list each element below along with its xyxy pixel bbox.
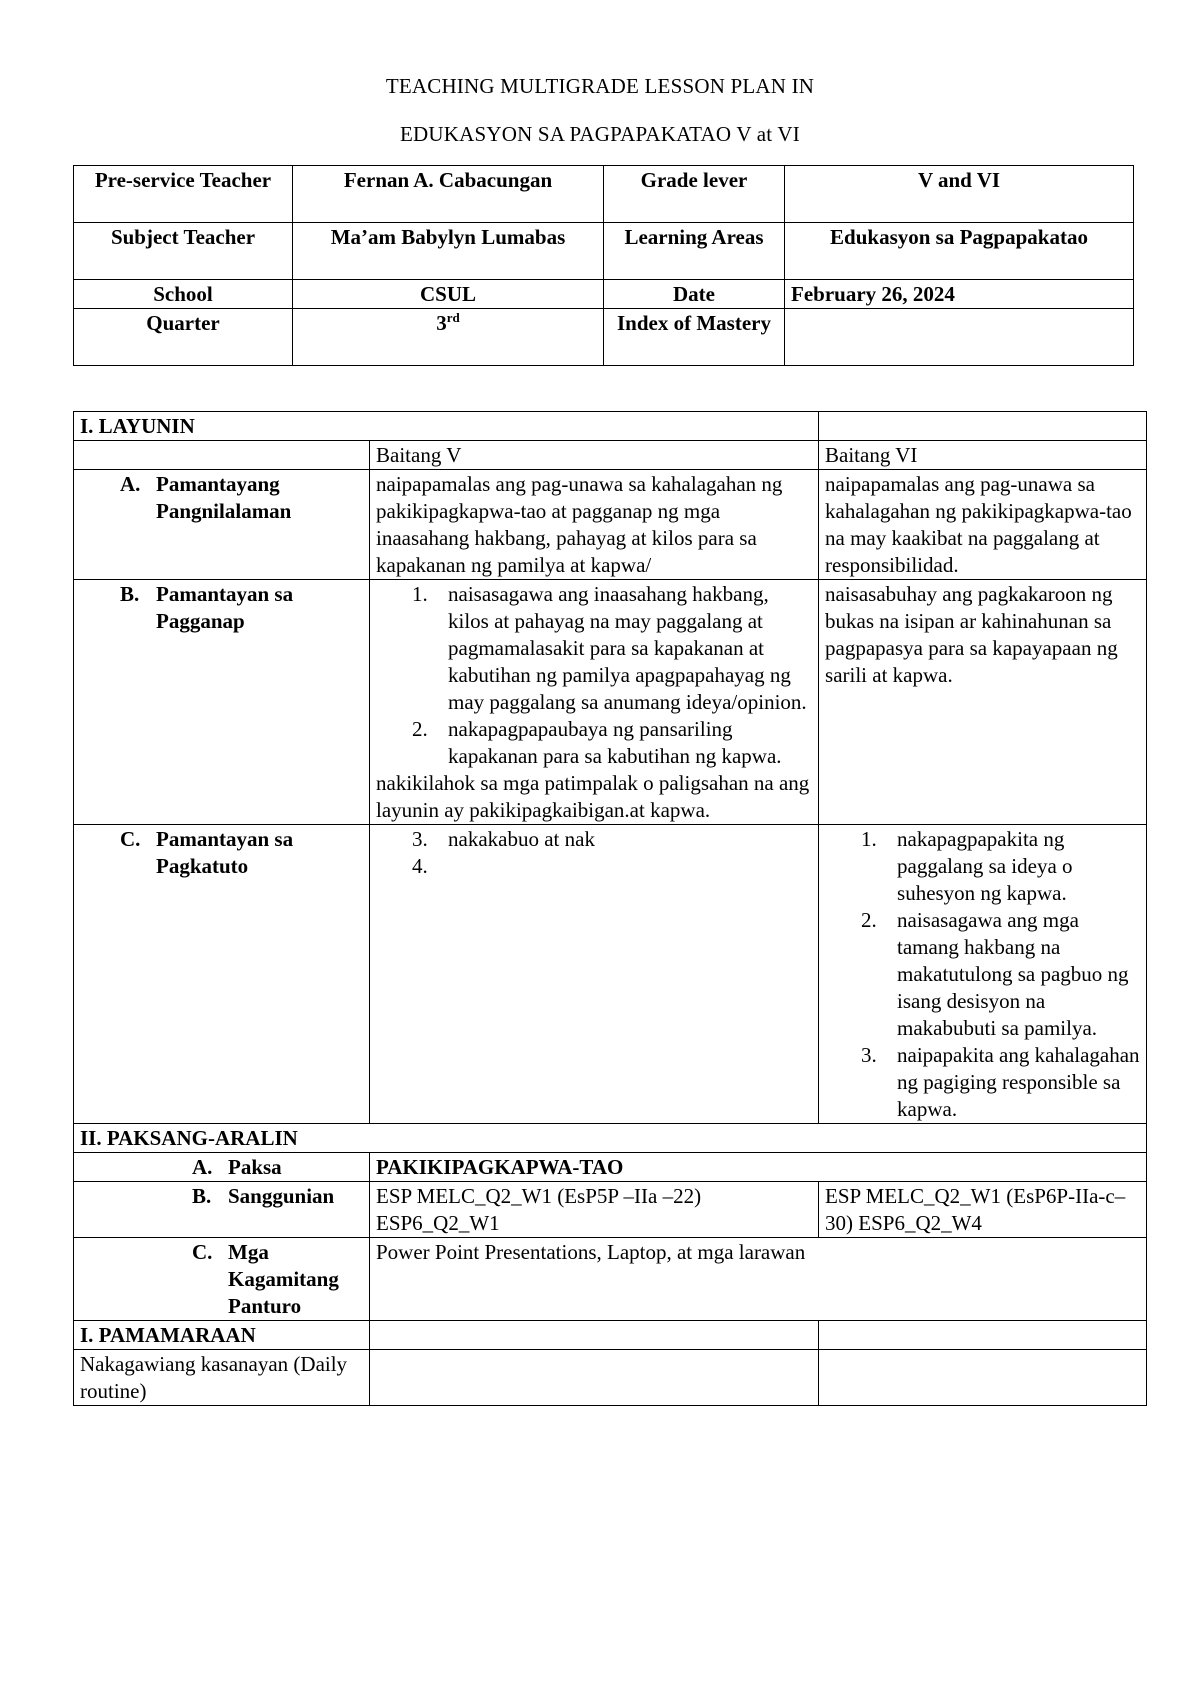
date-label: Date	[604, 280, 785, 309]
pagganap-v	[370, 580, 819, 825]
daily-routine-vi	[819, 1350, 1147, 1406]
list-text	[448, 853, 812, 880]
layunin-title: I. LAYUNIN	[74, 412, 819, 441]
list-text: nakapagpapakita ng paggalang sa ideya o suhesyon ng kapwa.	[897, 827, 1073, 905]
row-label-b	[74, 580, 370, 825]
document-title-line1: TEACHING MULTIGRADE LESSON PLAN IN	[385, 74, 815, 98]
list-text: naisasagawa ang mga tamang hakbang na makatutulong sa pagbuo ng isang desisyon na makabubuti sa pamilya.	[897, 908, 1129, 1040]
list-text: nakakabuo at nak	[448, 827, 595, 851]
daily-routine-v	[370, 1350, 819, 1406]
row-label-a	[74, 470, 370, 580]
grade-label: Grade lever	[604, 166, 785, 223]
grade-value: V and VI	[785, 166, 1134, 223]
list-item	[412, 581, 812, 716]
daily-routine-label: Nakagawiang kasanayan (Daily routine)	[74, 1350, 370, 1406]
row-letter-sanggunian: B.	[192, 1184, 212, 1208]
list-number: 1.	[861, 827, 877, 851]
row-title-b: Pamantayan sa Pagganap	[156, 582, 294, 633]
pagganap-v-extra: nakikilahok sa mga patimpalak o paligsahan na ang layunin ay pakikipagkaibigan.at kapwa.	[376, 771, 810, 822]
preservice-label: Pre-service Teacher	[74, 166, 293, 223]
kagamitan-value: Power Point Presentations, Laptop, at mga larawan	[370, 1238, 1147, 1321]
row-label-sanggunian	[74, 1182, 370, 1238]
list-item	[412, 716, 812, 770]
row-label-paksa	[74, 1153, 370, 1182]
list-text: naipapakita ang kahalagahan ng pagiging responsible sa kapwa.	[897, 1043, 1140, 1121]
document-title-line2: EDUKASYON SA PAGPAPAKATAO V at VI	[400, 122, 800, 146]
school-value: CSUL	[293, 280, 604, 309]
pamamaraan-vi-empty	[819, 1321, 1147, 1350]
index-mastery-label: Index of Mastery	[604, 309, 785, 366]
paksa-value: PAKIKIPAGKAPWA-TAO	[370, 1153, 1147, 1182]
quarter-label: Quarter	[74, 309, 293, 366]
pagkatuto-vi	[819, 825, 1147, 1124]
subject-teacher-value: Ma’am Babylyn Lumabas	[293, 223, 604, 280]
sanggunian-vi: ESP MELC_Q2_W1 (EsP6P-IIa-c–30) ESP6_Q2_W4	[819, 1182, 1147, 1238]
list-number: 4.	[412, 854, 428, 878]
quarter-number: 3	[436, 311, 447, 335]
row-title-sanggunian: Sanggunian	[228, 1184, 335, 1208]
row-letter-c: C.	[120, 827, 141, 851]
pagganap-vi: naisasabuhay ang pagkakaroon ng bukas na isipan ar kahinahunan sa pagpapasya para sa kapayapaan ng sarili at kapwa.	[819, 580, 1147, 825]
paksang-aralin-title: II. PAKSANG-ARALIN	[74, 1124, 1147, 1153]
date-value: February 26, 2024	[785, 280, 1134, 309]
layunin-title-empty	[819, 412, 1147, 441]
row-title-a: Pamantayang Pangnilalaman	[156, 472, 292, 523]
list-number: 1.	[412, 582, 428, 606]
row-title-c: Pamantayan sa Pagkatuto	[156, 827, 294, 878]
row-label-c	[74, 825, 370, 1124]
list-number: 3.	[861, 1043, 877, 1067]
quarter-suffix: rd	[446, 310, 460, 325]
column-baitang-vi: Baitang VI	[819, 441, 1147, 470]
preservice-value: Fernan A. Cabacungan	[293, 166, 604, 223]
pagkatuto-v	[370, 825, 819, 1124]
learning-areas-label: Learning Areas	[604, 223, 785, 280]
layunin-header-empty	[74, 441, 370, 470]
row-letter-paksa: A.	[192, 1155, 213, 1179]
quarter-value	[293, 309, 604, 366]
list-text: nakapagpapaubaya ng pansariling kapakanan para sa kabutihan ng kapwa.	[448, 717, 782, 768]
index-mastery-value	[785, 309, 1134, 366]
list-item	[412, 853, 812, 880]
pangnilalaman-v: naipapamalas ang pag-unawa sa kahalagahan ng pakikipagkapwa-tao at pagganap ng mga inaasahang hakbang, pahayag at kilos para sa kapakanan ng pamilya at kapwa/	[370, 470, 819, 580]
row-letter-kagamitan: C.	[192, 1240, 213, 1264]
row-letter-a: A.	[120, 472, 141, 496]
row-letter-b: B.	[120, 582, 140, 606]
subject-teacher-label: Subject Teacher	[74, 223, 293, 280]
list-number: 2.	[861, 908, 877, 932]
pamamaraan-title: I. PAMAMARAAN	[74, 1321, 370, 1350]
row-label-kagamitan	[74, 1238, 370, 1321]
school-label: School	[74, 280, 293, 309]
list-item	[861, 826, 1140, 907]
row-title-kagamitan: Mga Kagamitang Panturo	[228, 1240, 339, 1318]
list-number: 3.	[412, 827, 428, 851]
pamamaraan-v-empty	[370, 1321, 819, 1350]
list-text: naisasagawa ang inaasahang hakbang, kilos at pahayag na may paggalang at pagmamalasakit para sa kapakanan at kabutihan ng pamilya apagpapahayag ng may paggalang sa anumang ideya/opinion.	[448, 582, 807, 714]
info-table	[73, 165, 1134, 366]
list-item	[412, 826, 812, 853]
list-number: 2.	[412, 717, 428, 741]
column-baitang-v: Baitang V	[370, 441, 819, 470]
learning-areas-value: Edukasyon sa Pagpapakatao	[785, 223, 1134, 280]
pangnilalaman-vi: naipapamalas ang pag-unawa sa kahalagahan ng pakikipagkapwa-tao na may kaakibat na paggalang at responsibilidad.	[819, 470, 1147, 580]
list-item	[861, 1042, 1140, 1123]
list-item	[861, 907, 1140, 1042]
lesson-table	[73, 411, 1147, 1406]
sanggunian-v: ESP MELC_Q2_W1 (EsP5P –IIa –22) ESP6_Q2_W1	[370, 1182, 819, 1238]
row-title-paksa: Paksa	[228, 1155, 282, 1179]
